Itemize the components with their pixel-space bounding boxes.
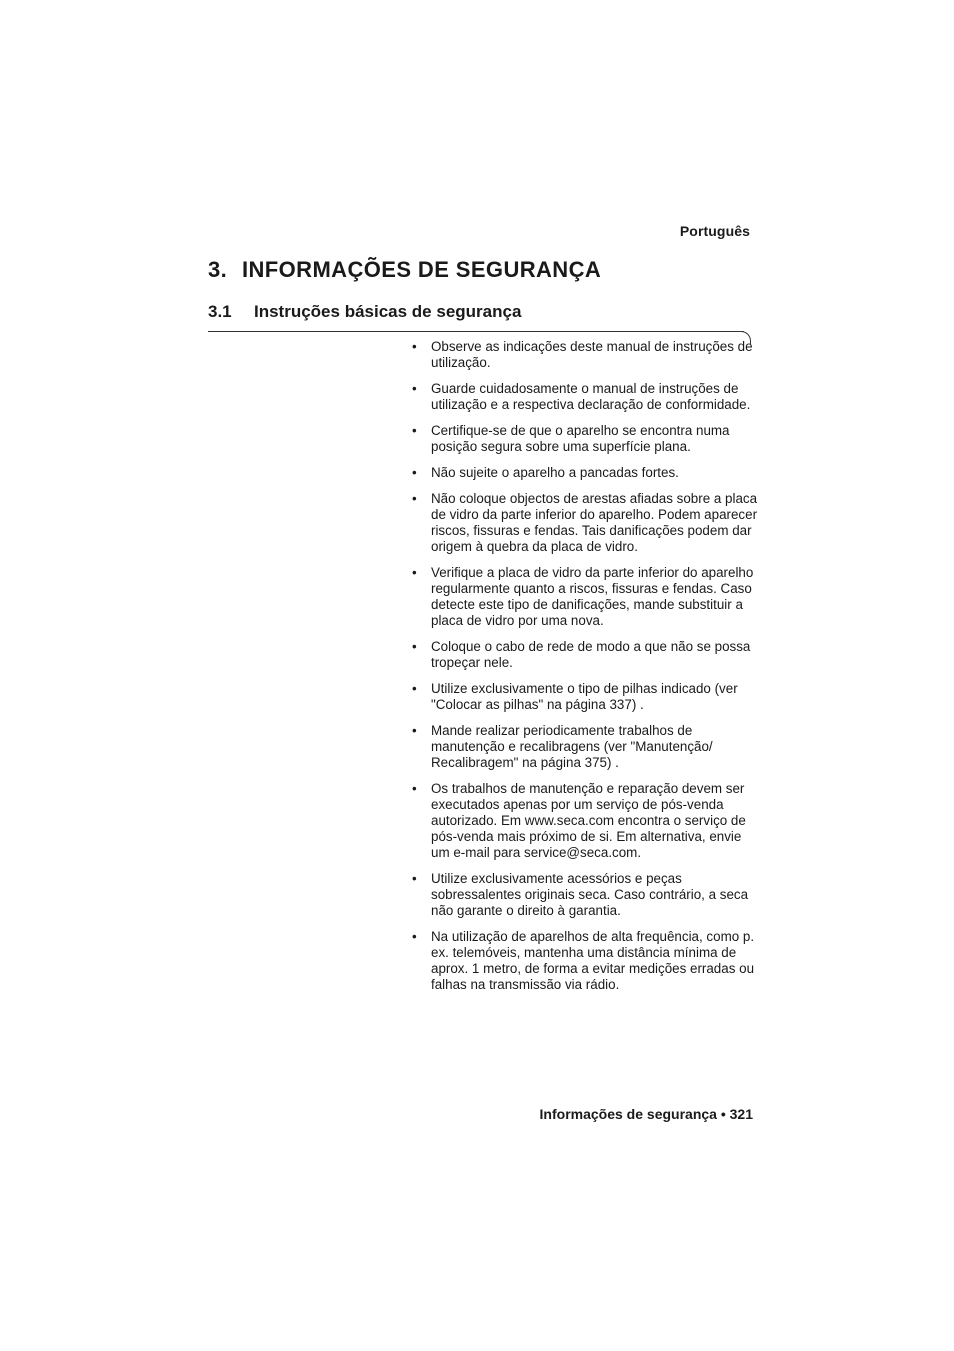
list-item-text: Utilize exclusivamente o tipo de pilhas indicado (ver "Colocar as pilhas" na página 337) . [431,681,738,712]
section-title-text: Instruções básicas de segurança [254,302,522,321]
bullet-icon: • [412,639,417,654]
bullet-icon: • [412,681,417,696]
bullet-icon: • [412,723,417,738]
language-label: Português [679,223,750,239]
page-footer: Informações de segurança • 321 [539,1106,753,1122]
section-title [208,302,521,322]
section-number: 3.1 [208,302,232,321]
bullet-icon: • [412,565,417,580]
chapter-number: 3. [208,257,228,282]
list-item [412,639,762,671]
list-item-text: Utilize exclusivamente acessórios e peças sobressalentes originais seca. Caso contrário, a seca não garante o direito à garantia. [431,871,749,918]
list-item-text: Na utilização de aparelhos de alta frequência, como p. ex. telemóveis, mantenha uma distância mínima de aprox. 1 metro, de forma a evitar medições erradas ou falhas na transmissão via rádio. [431,929,755,992]
list-item [412,929,762,993]
list-item-text: Coloque o cabo de rede de modo a que não se possa tropeçar nele. [431,639,751,670]
list-item-text: Guarde cuidadosamente o manual de instruções de utilização e a respectiva declaração de conformidade. [431,381,751,412]
bullet-icon: • [412,781,417,796]
bullet-icon: • [412,929,417,944]
bullet-icon: • [412,339,417,354]
list-item-text: Mande realizar periodicamente trabalhos de manutenção e recalibragens (ver "Manutenção/ Recalibragem" na página 375) . [431,723,713,770]
list-item [412,465,762,481]
list-item-text: Verifique a placa de vidro da parte inferior do aparelho regularmente quanto a riscos, fissuras e fendas. Caso detecte este tipo de danificações, mande substituir a placa de vidro por uma nova. [431,565,754,628]
list-item-text: Não sujeite o aparelho a pancadas fortes. [431,465,679,480]
list-item [412,723,762,771]
list-item-text: Certifique-se de que o aparelho se encontra numa posição segura sobre uma superfície plana. [431,423,730,454]
list-item-text: Observe as indicações deste manual de instruções de utilização. [431,339,753,370]
list-item-text: Não coloque objectos de arestas afiadas sobre a placa de vidro da parte inferior do aparelho. Podem aparecer riscos, fissuras e fendas. Tais danificações podem dar origem à quebra da placa de vidro. [431,491,758,554]
safety-instructions-list [412,339,762,1003]
list-item [412,871,762,919]
bullet-icon: • [412,465,417,480]
list-item [412,381,762,413]
chapter-title-text: INFORMAÇÕES DE SEGURANÇA [242,257,602,282]
bullet-icon: • [412,871,417,886]
list-item-text: Os trabalhos de manutenção e reparação devem ser executados apenas por um serviço de pós-venda autorizado. Em www.seca.com encontra o serviço de pós-venda mais próximo de si. Em alternativa, envie um e-mail para service@seca.com. [431,781,746,860]
chapter-title [208,257,601,283]
section-divider [208,331,744,332]
bullet-icon: • [412,381,417,396]
list-item [412,565,762,629]
bullet-icon: • [412,423,417,438]
list-item [412,781,762,861]
list-item [412,339,762,371]
bullet-icon: • [412,491,417,506]
list-item [412,681,762,713]
list-item [412,423,762,455]
list-item [412,491,762,555]
